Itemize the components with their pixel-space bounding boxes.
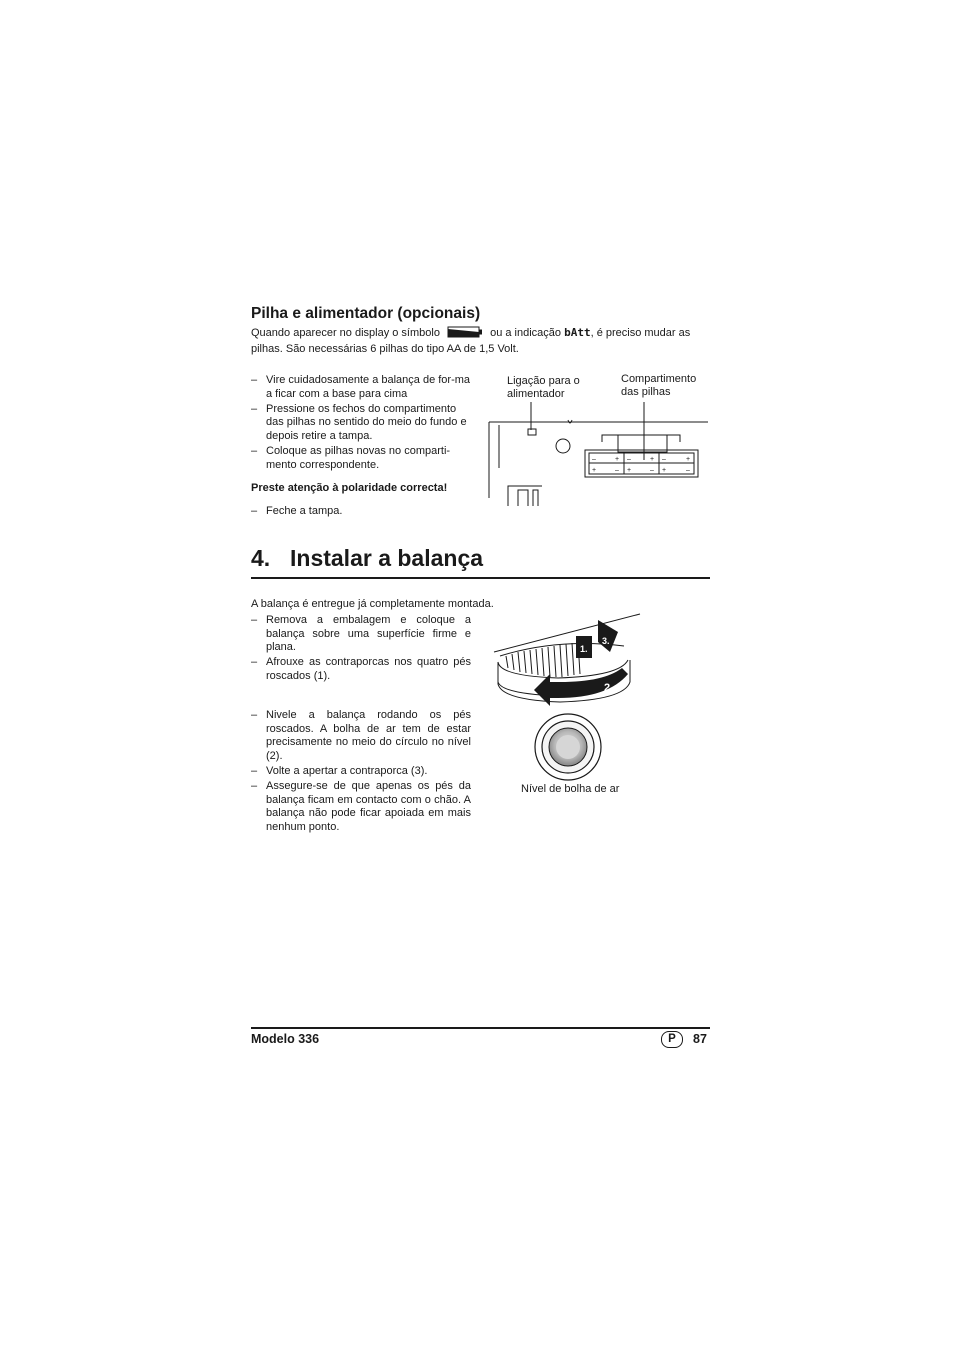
- figure-label-power: Ligação para o alimentador: [507, 375, 580, 400]
- chapter-title: Instalar a balança: [290, 545, 484, 571]
- svg-text:+: +: [592, 467, 597, 474]
- install-steps-a: [251, 614, 471, 685]
- svg-text:+: +: [686, 456, 691, 463]
- list-item: – Nivele a balança rodando os pés roscados. A bolha de ar tem de estar precisamente no meio do círculo no nível (2).: [251, 709, 471, 763]
- svg-text:–: –: [627, 456, 631, 463]
- foot-adjustment-illustration: [488, 612, 644, 712]
- intro-text-line2: pilhas. São necessárias 6 pilhas do tipo AA de 1,5 Volt.: [251, 342, 519, 355]
- svg-text:+: +: [615, 456, 620, 463]
- bubble-level-icon: [532, 711, 604, 783]
- page-number: 87: [693, 1032, 707, 1046]
- svg-text:–: –: [662, 456, 666, 463]
- intro-text-2: ou a indicação: [490, 327, 562, 339]
- language-badge: P: [661, 1031, 683, 1048]
- section-heading-battery: Pilha e alimentador (opcionais): [251, 305, 481, 322]
- list-item: – Pressione os fechos do compartimento das pilhas no sentido do meio do fundo e depois retire a tampa.: [251, 403, 471, 444]
- batt-display-text: bAtt: [564, 326, 591, 339]
- svg-text:+: +: [650, 456, 655, 463]
- svg-text:+: +: [627, 467, 632, 474]
- bubble-level-label: Nível de bolha de ar: [521, 783, 620, 795]
- battery-intro: [251, 326, 713, 356]
- chapter-number: 4.: [251, 545, 271, 571]
- install-intro: A balança é entregue já completamente montada.: [251, 598, 494, 610]
- battery-steps: [251, 374, 471, 474]
- svg-text:–: –: [686, 467, 690, 474]
- footer-rule: [251, 1027, 710, 1029]
- list-item: – Afrouxe as contraporcas nos quatro pés roscados (1).: [251, 656, 471, 683]
- battery-compartment-illustration: [486, 398, 710, 506]
- figure-mark-2: 2.: [604, 682, 614, 694]
- intro-text-3: , é preciso mudar as: [590, 327, 691, 339]
- list-item: – Assegure-se de que apenas os pés da balança ficam em contacto com o chão. A balança não pode ficar apoiada em mais nenhum ponto.: [251, 780, 471, 834]
- figure-mark-1: 1.: [580, 644, 588, 654]
- list-item: – Remova a embalagem e coloque a balança sobre uma superfície firme e plana.: [251, 614, 471, 655]
- svg-text:–: –: [592, 456, 596, 463]
- figure-mark-3: 3.: [602, 636, 610, 646]
- chapter-rule: [251, 577, 710, 579]
- polarity-warning: Preste atenção à polaridade correcta!: [251, 482, 448, 494]
- intro-text-1: Quando aparecer no display o símbolo: [251, 327, 440, 339]
- list-item: – Coloque as pilhas novas no comparti-mento correspondente.: [251, 445, 471, 472]
- list-item: – Vire cuidadosamente a balança de for-ma a ficar com a base para cima: [251, 374, 471, 401]
- footer-model: Modelo 336: [251, 1032, 320, 1046]
- list-item: – Volte a apertar a contraporca (3).: [251, 765, 471, 779]
- battery-final-step: [251, 505, 471, 520]
- svg-text:+: +: [662, 467, 667, 474]
- svg-text:–: –: [650, 467, 654, 474]
- figure-label-compartment: Compartimento das pilhas: [621, 373, 697, 398]
- list-item: – Feche a tampa.: [251, 505, 471, 519]
- svg-text:–: –: [615, 467, 619, 474]
- battery-low-icon: [447, 326, 483, 343]
- install-steps-b: [251, 709, 471, 836]
